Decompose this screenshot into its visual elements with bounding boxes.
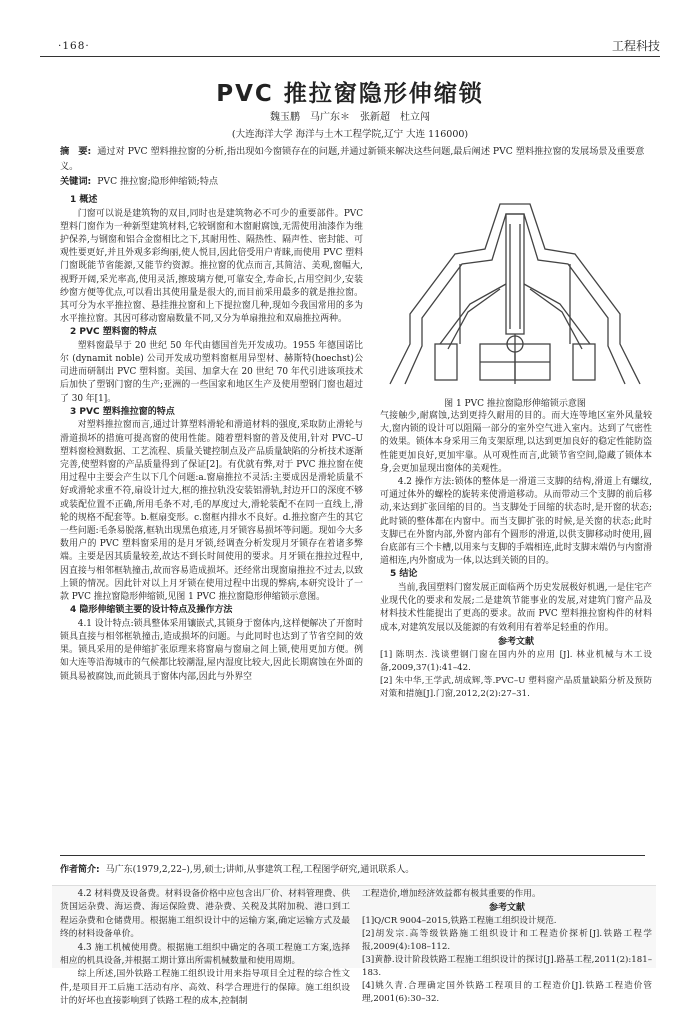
keywords-label: 关键词:: [60, 176, 92, 187]
figure-caption: 图 1 PVC 推拉窗隐形伸缩锁示意图: [444, 399, 586, 409]
next-article-para-2: 4.3 施工机械使用费。根据施工组织中确定的各项工程施工方案,选择相应的机具设备,并根据工期计算出所需机械数量和使用周期。: [60, 942, 350, 967]
next-article-reference-1: [1]Q/CR 9004–2015,铁路工程施工组织设计规范.: [362, 916, 557, 927]
next-article-para-1: 4.2 材料费及设备费。材料设备价格中应包含出厂价、材料管理费、供货国运杂费、海运费、海运保险费、港杂费、关税及其附加税、港口到工程运杂费和仓储费用。根据施工组织设计中的运输方案,确定运输方式及最终的材料设备单价。: [60, 889, 350, 940]
lock-diagram-svg: [380, 194, 650, 394]
section-3-heading: 3 PVC 塑料推拉窗的特点: [70, 406, 175, 417]
references-heading: 参考文献: [497, 636, 534, 647]
author-note: [60, 862, 414, 875]
diagram-slide-rail: [506, 214, 524, 334]
reference-1: [1] 陈明杰. 浅谈塑钢门窗在国内外的应用 [J]. 林业机械与木工设备,2009,37(1):41–42.: [380, 649, 652, 673]
abstract: [60, 144, 645, 174]
keywords: [60, 174, 645, 189]
abstract-text: 通过对 PVC 塑料推拉窗的分析,指出现如今窗锁存在的问题,并通过新锁来解决这些问题,最后阐述 PVC 塑料推拉窗的发展场景及重要意义。: [60, 146, 645, 172]
abstract-label: 摘 要:: [60, 146, 92, 157]
footnote-rule: [60, 855, 645, 856]
keywords-text: PVC 推拉窗;隐形伸缩锁;特点: [97, 176, 219, 187]
header-rule: [40, 56, 660, 57]
right-column: [380, 410, 652, 701]
section-3-text: 对塑料推拉窗而言,通过计算塑料滑轮和滑道材料的强度,采取防止滑轮与滑道损坏的措施可提高窗的使用性能。随着塑料窗的普及使用,针对 PVC–U 塑料窗检测数据、工艺流程、质量关键控制点及产品质量缺陷的分析技术逐渐完善,使塑料窗的产品质量得到了保证[2]。有优就有弊,对于 PVC 推拉窗在使用过程中主要会产生以下几个问题:a.窗扇推拉不灵活:主要成因是滑轮质量不好或滑轮求重不符,扇设计过大,框的推拉轨没安装铝滑轨,封边开口的深度不够或装配位置不正确,所用毛条不对,毛的厚度过大,滑轮装配不在同一直线上,滑轮的规格不配套等。b.框扇变形。c.窗框内排水不良好。d.推拉窗产生的其它一些问题:毛条易脱落,框轨出现黑色痕迹,月牙锁容易损坏等问题。现如今大多数用户的 PVC 塑料窗采用的是月牙锁,经调查分析发现月牙锁存在着诸多弊端。主要是因其质量较差,故达不到长时间使用的要求。月牙锁在推拉过程中,因直接与相邻框轨撞击,故而容易造成损坏。还经常出现窗扇推拉不过去,以致上锁的情况。因此针对以上月牙锁在使用过程中出现的弊病,本研究设计了一款 PVC 推拉窗隐形伸缩锁,见图 1 PVC 推拉窗隐形伸缩锁示意图。: [60, 420, 363, 602]
next-article-left-column: [60, 888, 350, 1009]
section-5-heading: 5 结论: [390, 569, 418, 580]
section-4-2-text: 4.2 操作方法:锁体的整体是一滑道三支脚的结构,滑道上有螺纹,可通过体外的螺栓的旋转来使滑道移动。从而带动三个支脚的前后移动,来达到扩张回缩的目的。当支脚处于回缩的状态时,是开窗的状态;此时锁的整体都在内窗中。而当支脚扩张的时候,是关窗的状态;此时支脚已在外窗内部,外窗内部有个圆形的滑道,以供支脚移动时使用,圆台底部有三个卡槽,以用来与支脚的手端相连,此时支脚末端仍与内窗滑道相连,内外窗成为一体,以达到关锁的目的。: [380, 477, 652, 567]
diagram-leg-left: [440, 284, 506, 344]
next-article-reference-3: [3]黄静.设计阶段铁路工程施工组织设计的探讨[J].路基工程,2011(2):181–183.: [362, 955, 652, 979]
continued-text: 气接触少,耐腐蚀,达到更持久耐用的目的。而大连等地区室外风量较大,窗内锁的设计可以阻隔一部分的室外空气进入室内。达到了气密性的效果。锁体本身采用三角支架原理,以达到更加良好的稳定性能防盗性能更加良好,更加牢靠。从可观性而言,此锁节省空间,隐藏了锁体本身,会更加显现出窗体的美观性。: [380, 411, 652, 474]
next-article-reference-2: [2]胡发宗.高等级铁路施工组织设计和工程造价探析[J].铁路工程学报,2009(4):108–112.: [362, 929, 652, 953]
paper-affiliation: (大连海洋大学 海洋与土木工程学院,辽宁 大连 116000): [231, 129, 469, 140]
figure-lock-diagram: [380, 194, 650, 394]
section-1-heading: 1 概述: [70, 195, 98, 205]
section-1-text: 门窗可以说是建筑物的双目,同时也是建筑物必不可少的重要部件。PVC 塑料门窗作为一种新型建筑材料,它较钢窗和木窗耐腐蚀,无需使用油漆作为维护保养,与钢窗和铝合金窗相比之下,其耐用性、隔热性、隔声性、密封能、可观性要更好,并且外观多彩绚丽,使人悦目,因此倍受用户青睐,而使用 PVC 塑料门窗既能节省能源,又能节约资源。推拉窗的优点而言,其简洁、美观,窗幅大,视野开阔,采光率高,使用灵活,擦玻璃方便,可靠安全,寿命长,占用空间少,安装纱窗方便等优点,可以看出其使用量是很大的,而目前采用最多的就是推拉窗。其可分为水平推拉窗、悬挂推拉窗和上下提拉窗几种,现如今我国常用的多为水平推拉窗。其因可移动窗扇数量不同,又分为单扇推拉和双扇推拉两种。: [60, 208, 363, 325]
section-5-text: 当前,我国塑料门窗发展正面临两个历史发展极好机遇,一是住宅产业现代化的要求和发展;二是建筑节能事业的发展,对建筑门窗产品及材料技术性能提出了更高的要求。故而 PVC 塑料推拉窗构件的材料成本,对建筑发展以及能源的有效利用有着举足轻重的作用。: [380, 582, 652, 633]
next-article-reference-4: [4]姚久青.合理确定国外铁路工程项目的工程造价[J].铁路工程造价管理,2001(6):30–32.: [362, 981, 652, 1005]
next-article-para-3: 综上所述,国外铁路工程施工组织设计用来指导项目全过程的综合性文件,是项目开工后施工活动有序、高效、科学合理进行的保障。施工组织设计的好坏也直接影响到了铁路工程的成本,控制制: [60, 969, 350, 1007]
author-note-label: 作者简介:: [60, 865, 100, 875]
next-article-panel: [52, 885, 656, 1007]
diagram-leg-right: [524, 284, 590, 344]
section-4-text: 4.1 设计特点:锁具整体采用镶嵌式,其锁身于窗体内,这样便解决了开窗时锁具直接与相邻框轨撞击,造成损坏的问题。与此同时也达到了节省空间的效果。锁具采用的是伸缩扩张原理来将窗扇与窗扇之间上锁,使用更加方便。例如大连等沿海城市的气候都比较潮湿,屋内湿度比较大,因此长期腐蚀在外面的锁具易被腐蚀,而此锁具于窗体内部,因此与外界空: [60, 618, 363, 682]
section-2-heading: 2 PVC 塑料窗的特点: [70, 327, 157, 338]
reference-2: [2] 朱中华,王学武,胡成辉,等.PVC–U 塑料窗产品质量缺陷分析及预防对策和措施[J].门窗,2012,2(2):27–31.: [380, 675, 652, 699]
section-2-text: 塑料窗最早于 20 世纪 50 年代由德国首先开发成功。1955 年德国诺比尔 (dynamit noble) 公司开发成功塑料窗框用异型材、赫斯特(hoechst)公司进而研制出 PVC 塑料窗。美国、加拿大在 20 世纪 70 年代引进该项技术后加快了塑钢门窗的生产;亚洲的一些国家和地区生产及使用塑钢门窗也超过了 30 年[1]。: [60, 340, 363, 404]
next-article-references-heading: 参考文献: [488, 903, 525, 914]
paper-title: PVC 推拉窗隐形伸缩锁: [216, 81, 484, 107]
page-number: ·168·: [58, 40, 90, 52]
journal-name: 工程科技: [611, 39, 660, 53]
section-4-heading: 4 隐形伸缩锁主要的设计特点及操作方法: [70, 605, 233, 616]
next-article-right-para: 工程造价,增加经济效益都有极其重要的作用。: [362, 889, 541, 899]
left-column: [60, 194, 363, 684]
author-note-text: 马广东(1979,2,22–),男,硕士;讲师,从事建筑工程,工程图学研究,通讯联系人。: [105, 865, 415, 875]
paper-authors: 魏玉鹏 马广东＊ 张新超 杜立闯: [270, 112, 430, 123]
next-article-right-column: [362, 888, 652, 1006]
